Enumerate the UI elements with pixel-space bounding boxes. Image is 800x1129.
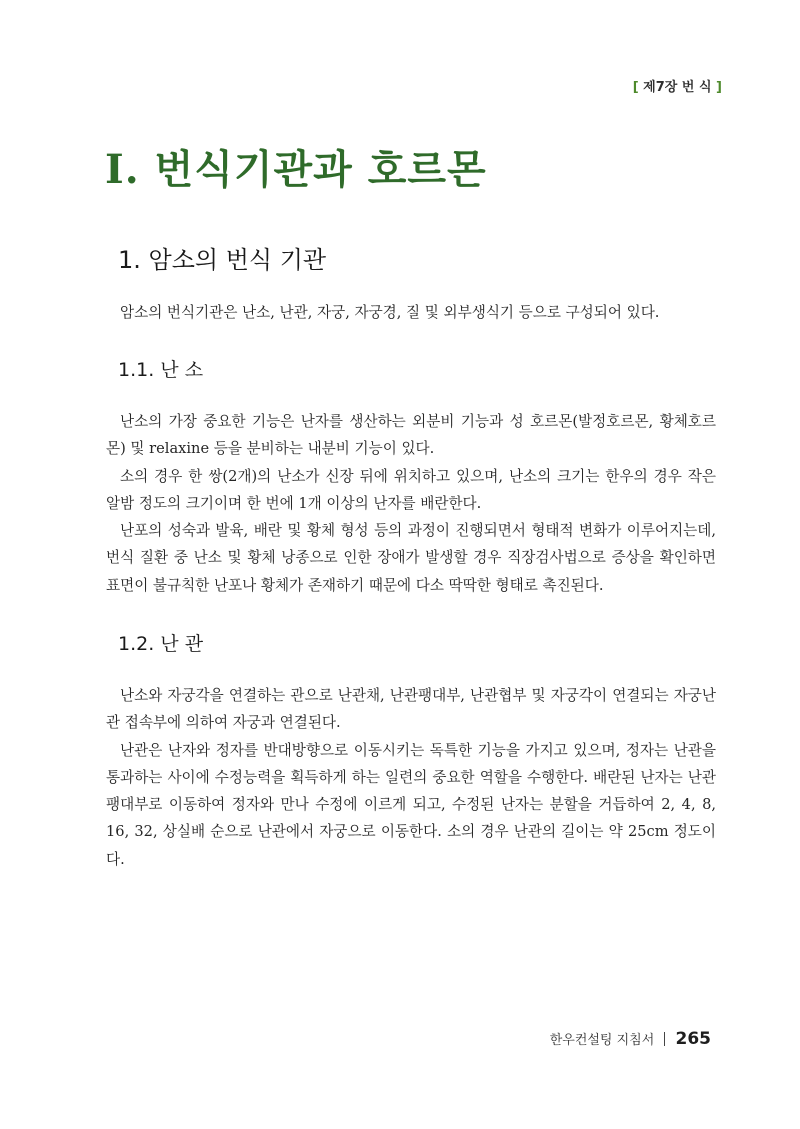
oviduct-body xyxy=(106,682,716,873)
intro-paragraph: 암소의 번식기관은 난소, 난관, 자궁, 자궁경, 질 및 외부생식기 등으로 구성되어 있다. xyxy=(120,304,660,321)
oviduct-paragraph-2: 난관은 난자와 정자를 반대방향으로 이동시키는 독특한 기능을 가지고 있으며, 정자는 난관을 통과하는 사이에 수정능력을 획득하게 하는 일련의 중요한 역할을 수행한다. 배란된 난자는 난관팽대부로 이동하여 정자와 만나 수정에 이르게 되고, 수정된 난자는 분할을 거듭하여 2, 4, 8, 16, 32, 상실배 순으로 난관에서 자궁으로 이동한다. 소의 경우 난관의 길이는 약 25cm 정도이다. xyxy=(106,741,716,868)
oviduct-paragraph-1: 난소와 자궁각을 연결하는 관으로 난관채, 난관팽대부, 난관협부 및 자궁각이 연결되는 자궁난관 접속부에 의하여 자궁과 연결된다. xyxy=(106,687,716,732)
ovary-body xyxy=(106,408,716,599)
ovary-paragraph-2: 소의 경우 한 쌍(2개)의 난소가 신장 뒤에 위치하고 있으며, 난소의 크기는 한우의 경우 작은 알밤 정도의 크기이며 한 번에 1개 이상의 난자를 배란한다. xyxy=(106,467,716,512)
chapter-tag xyxy=(633,76,722,95)
chapter-label: 제7장 번 식 xyxy=(643,80,712,95)
section-intro xyxy=(106,299,716,326)
section-heading-reproductive-organs: 1. 암소의 번식 기관 xyxy=(118,246,327,274)
ovary-paragraph-1: 난소의 가장 중요한 기능은 난자를 생산하는 외분비 기능과 성 호르몬(발정호르몬, 황체호르몬) 및 relaxine 등을 분비하는 내분비 기능이 있다. xyxy=(106,413,716,458)
ovary-paragraph-3: 난포의 성숙과 발육, 배란 및 황체 형성 등의 과정이 진행되면서 형태적 변화가 이루어지는데, 번식 질환 중 난소 및 황체 낭종으로 인한 장애가 발생할 경우 직장검사법으로 증상을 확인하면 표면이 불규칙한 난포나 황체가 존재하기 때문에 다소 딱딱한 형태로 촉진된다. xyxy=(106,522,716,594)
page-footer xyxy=(550,1029,711,1049)
subsection-heading-oviduct: 1.2. 난 관 xyxy=(118,633,204,655)
book-title: 한우컨설팅 지침서 xyxy=(549,1033,655,1048)
page-number: 265 xyxy=(675,1029,711,1049)
footer-divider xyxy=(664,1032,665,1046)
bracket-open: [ xyxy=(632,80,639,95)
page-title: I. 번식기관과 호르몬 xyxy=(105,146,487,193)
bracket-close: ] xyxy=(716,80,722,95)
subsection-heading-ovary: 1.1. 난 소 xyxy=(118,359,204,381)
